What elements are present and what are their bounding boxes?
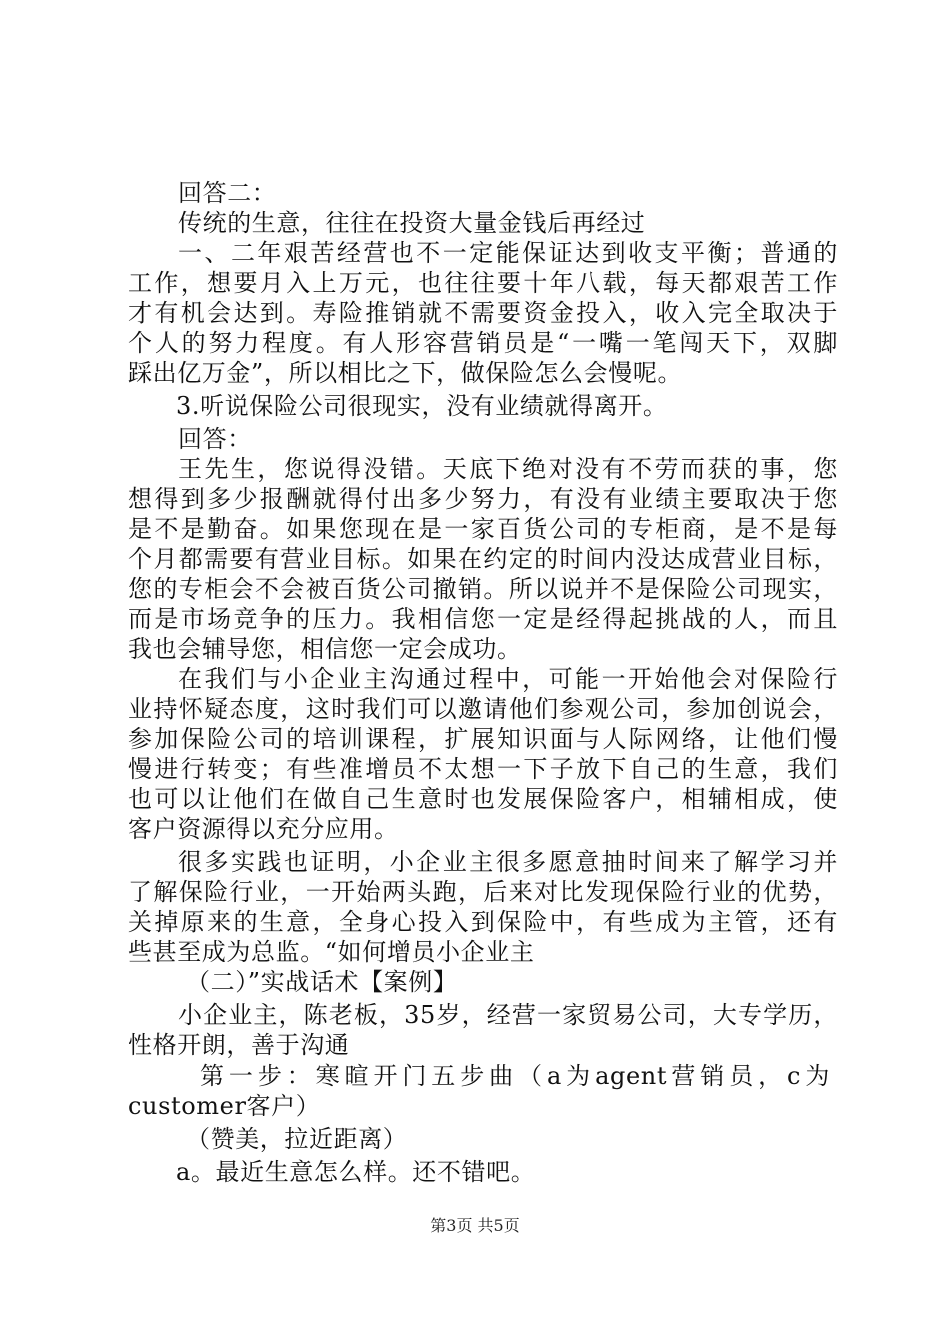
text-line: 王先生，您说得没错。天底下绝对没有不劳而获的事，您 [178, 455, 838, 483]
text-line: 参加保险公司的培训课程，扩展知识面与人际网络，让他们慢 [128, 725, 838, 753]
text-line: 一、二年艰苦经营也不一定能保证达到收支平衡；普通的 [178, 239, 838, 267]
text-line: 关掉原来的生意，全身心投入到保险中，有些成为主管，还有 [128, 908, 838, 936]
text-line: 而是市场竞争的压力。我相信您一定是经得起挑战的人，而且 [128, 605, 838, 633]
text-line: 性格开朗，善于沟通 [128, 1031, 350, 1059]
text-line: 很多实践也证明，小企业主很多愿意抽时间来了解学习并 [178, 848, 838, 876]
page-number-footer: 第3页 共5页 [430, 1216, 520, 1235]
text-line: 在我们与小企业主沟通过程中，可能一开始他会对保险行 [178, 665, 838, 693]
text-line: customer客户） [128, 1092, 321, 1120]
text-line: 是不是勤奋。如果您现在是一家百货公司的专柜商，是不是每 [128, 515, 838, 543]
text-line: 也可以让他们在做自己生意时也发展保险客户，相辅相成，使 [128, 785, 838, 813]
text-line: 回答二： [178, 179, 277, 207]
text-line: 小企业主，陈老板，35岁，经营一家贸易公司，大专学历， [178, 1001, 838, 1029]
text-line: a。最近生意怎么样。还不错吧。 [176, 1158, 536, 1186]
text-line: 慢进行转变；有些准增员不太想一下子放下自己的生意，我们 [128, 755, 838, 783]
text-line: 传统的生意，往往在投资大量金钱后再经过 [178, 209, 646, 237]
text-line: 业持怀疑态度，这时我们可以邀请他们参观公司，参加创说会， [128, 695, 838, 723]
text-line: 些甚至成为总监。“如何增员小企业主 [128, 938, 535, 966]
text-line: （赞美，拉近距离） [186, 1125, 408, 1153]
text-line: 才有机会达到。寿险推销就不需要资金投入，收入完全取决于 [128, 299, 838, 327]
text-line: 客户资源得以充分应用。 [128, 815, 399, 843]
text-line: 个人的努力程度。有人形容营销员是“一嘴一笔闯天下，双脚 [128, 329, 838, 357]
text-line: 个月都需要有营业目标。如果在约定的时间内没达成营业目标， [128, 545, 838, 573]
text-line: 工作，想要月入上万元，也往往要十年八载，每天都艰苦工作 [128, 269, 838, 297]
text-line: 回答： [178, 425, 252, 453]
text-line: 踩出亿万金”，所以相比之下，做保险怎么会慢呢。 [128, 359, 683, 387]
text-line: 想得到多少报酬就得付出多少努力，有没有业绩主要取决于您 [128, 485, 838, 513]
text-line: 您的专柜会不会被百货公司撤销。所以说并不是保险公司现实， [128, 575, 838, 603]
text-line: （二）”实战话术【案例】 [186, 968, 458, 996]
text-line: 我也会辅导您，相信您一定会成功。 [128, 635, 522, 663]
text-line: 了解保险行业，一开始两头跑，后来对比发现保险行业的优势， [128, 878, 838, 906]
text-line: 第一步：寒暄开门五步曲（a为agent营销员，c为 [200, 1062, 830, 1090]
text-line: 3.听说保险公司很现实，没有业绩就得离开。 [176, 392, 668, 420]
